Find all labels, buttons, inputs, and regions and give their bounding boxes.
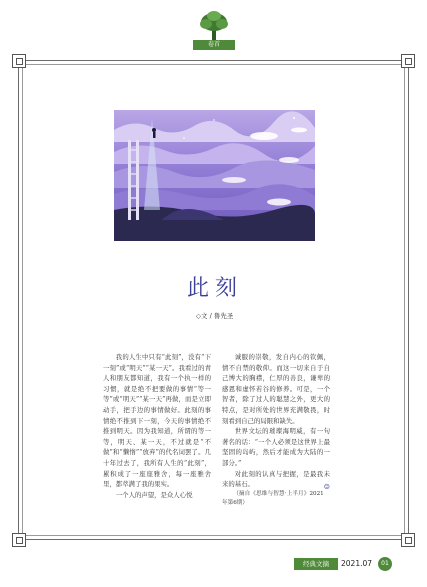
- issue-date: 2021.07: [341, 559, 373, 568]
- article-paragraph: 诚服的崇敬，发自内心的钦佩，情不自禁的敬仰。而这一切来自于自己博大的胸襟，仁厚的善良，谦卑的感恩和虚怀若谷的修养。可是，一个智者，除了过人的聪慧之外，更大的特点，是对所处的世界充满敬畏，时刻看到自己的局限和缺失。: [222, 353, 330, 425]
- article-byline: ◇文 / 鲁先圣: [196, 312, 234, 320]
- article-column-right: [222, 352, 330, 508]
- article-paragraph: 一个人的声望，是众人心悦: [115, 490, 193, 499]
- frame-corner-ornament: [401, 54, 415, 68]
- tree-logo-icon: [196, 10, 232, 42]
- article-title: 此刻: [186, 276, 243, 301]
- magazine-name: 经典文摘: [294, 558, 338, 570]
- page-number: 01: [378, 557, 392, 571]
- article-paragraph: 世界文坛的璀璨海明威，有一句著名的话：“一个人必须是这世界上最坚固的岛屿，然后才能成为大陆的一部分。”: [222, 427, 330, 467]
- article-illustration: [114, 110, 315, 241]
- frame-corner-ornament: [401, 533, 415, 547]
- frame-corner-ornament: [12, 533, 26, 547]
- article-source: （摘自《思维与智慧·上半月》2021年第6期）: [222, 490, 324, 506]
- end-signature-icon: ☺: [323, 482, 330, 491]
- article-paragraph: 对此刻的认真与把握，是最我未来的基石。: [222, 469, 330, 489]
- article-column-left: [103, 352, 211, 500]
- section-tab: 卷首: [193, 40, 235, 50]
- article-paragraph: 我的人生中只有“此刻”，没有“下一刻”或“明天”“某一天”。我看过的青人和朋友都知道，我有一个执一样的习惯，就是绝不把要做的事情“等一等”或“明天”“某一天”再做，而是立即动手，把手边的事情做好。此刻的事情绝不推到下一刻，今天的事情绝不推到明天。因为我知道，所谓的等一等，明天、某一天，不过就是“不做”和“懒惰”“放弃”的代名词罢了。几十年过去了，我所有人生的“此刻”，累积成了一座座雅舍，每一座雅舍里，都萃满了我的果实。: [103, 353, 211, 489]
- frame-corner-ornament: [12, 54, 26, 68]
